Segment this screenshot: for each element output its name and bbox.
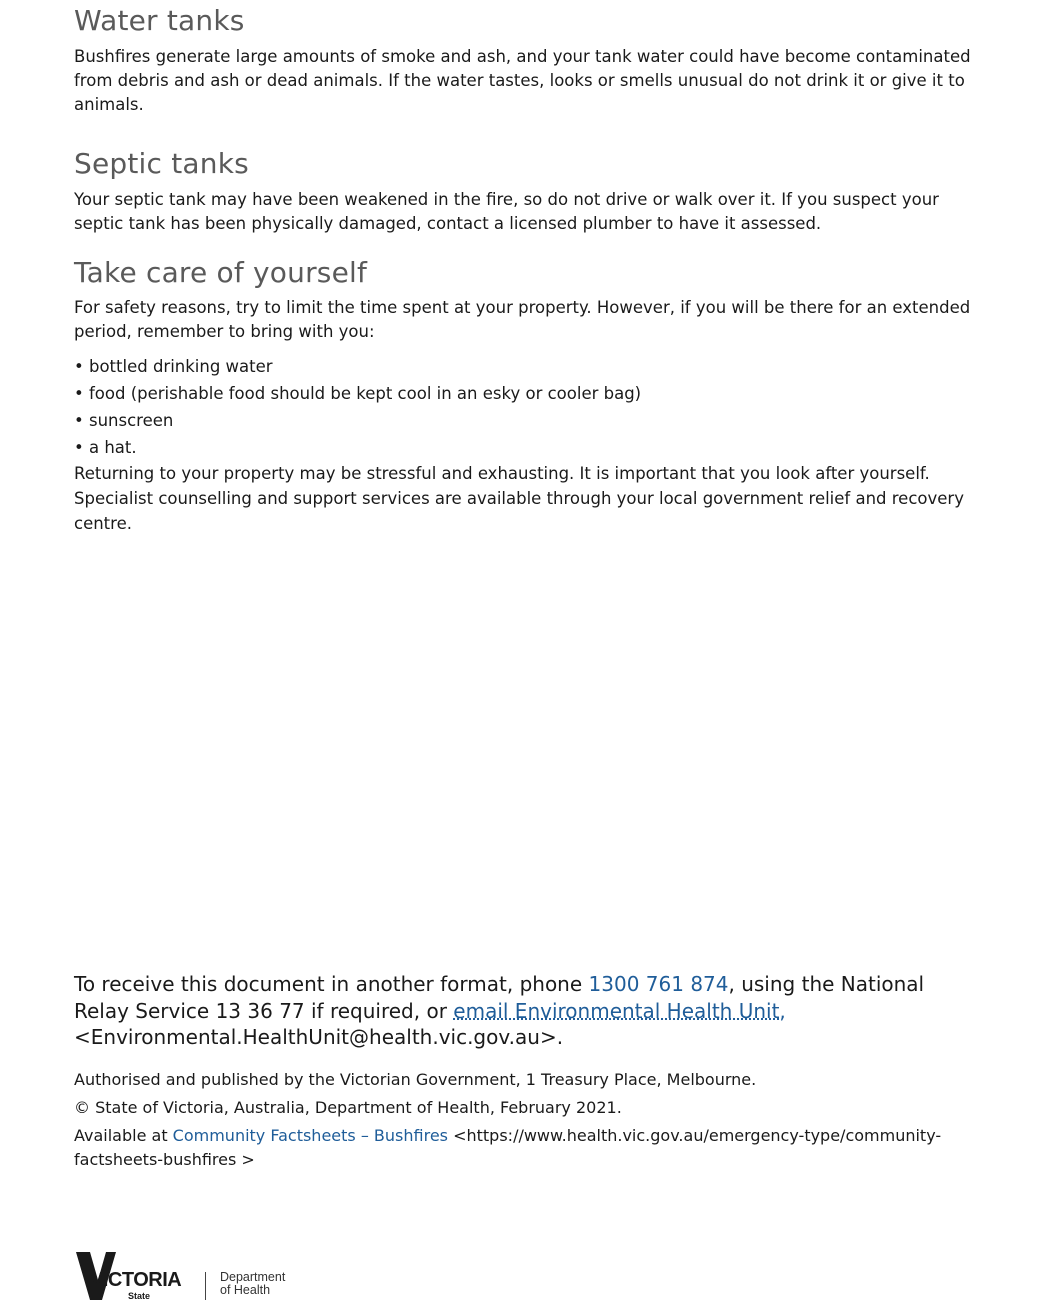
authorised-text: Authorised and published by the Victorian Government, 1 Treasury Place, Melbourne.: [74, 1070, 757, 1089]
phone-link[interactable]: 1300 761 874: [588, 972, 729, 996]
bring-list: [74, 353, 974, 461]
publication-info: [74, 1068, 974, 1176]
list-item: • bottled drinking water: [74, 353, 974, 380]
list-item: • sunscreen: [74, 407, 974, 434]
heading-take-care: Take care of yourself: [74, 256, 368, 289]
dept-line-2: of Health: [220, 1283, 271, 1297]
access-text-before: To receive this document in another format, phone: [74, 972, 589, 996]
dept-line-1: Department: [220, 1270, 286, 1284]
victoria-state-logo: [76, 1250, 196, 1300]
copyright-text: © State of Victoria, Australia, Department of Health, February 2021.: [74, 1098, 622, 1117]
heading-septic-tanks: Septic tanks: [74, 147, 249, 180]
available-prefix: Available at: [74, 1126, 173, 1145]
section-septic-tanks: [74, 147, 974, 236]
factsheets-link[interactable]: Community Factsheets – Bushfires: [172, 1126, 448, 1145]
department-name: [220, 1271, 285, 1297]
access-email-address: <Environmental.HealthUnit@health.vic.gov.au>.: [74, 1025, 564, 1049]
logo-text: VICTORIA: [90, 1269, 182, 1291]
footer-logo: [76, 1250, 316, 1300]
list-item: • a hat.: [74, 434, 974, 461]
available-at: [74, 1124, 974, 1172]
email-link[interactable]: email Environmental Health Unit,: [453, 998, 786, 1023]
logo-sub: State: [128, 1291, 151, 1301]
paragraph-septic-tanks: Your septic tank may have been weakened in the fire, so do not drive or walk over it. If you suspect your septic tank has been physically damaged, contact a licensed plumber to have it assessed.: [74, 190, 939, 233]
logo-divider: [205, 1272, 206, 1300]
available-url: <https://www.health.vic.gov.au/emergency-type/community-factsheets-bushfires >: [74, 1126, 942, 1169]
section-take-care: [74, 256, 974, 536]
accessibility-notice: [74, 971, 974, 1051]
paragraph-take-care-intro: For safety reasons, try to limit the time spent at your property. However, if you will be there for an extended period, remember to bring with you:: [74, 298, 971, 341]
section-water-tanks: [74, 4, 974, 117]
paragraph-take-care-outro: Returning to your property may be stressful and exhausting. It is important that you look after yourself. Specialist counselling and support services are available through your local government relief and recovery centre.: [74, 464, 964, 533]
list-item: • food (perishable food should be kept cool in an esky or cooler bag): [74, 380, 974, 407]
access-text-middle: , using the National Relay Service 13 36 77 if required, or: [74, 972, 925, 1023]
heading-water-tanks: Water tanks: [74, 4, 245, 37]
paragraph-water-tanks: Bushfires generate large amounts of smoke and ash, and your tank water could have become contaminated from debris and ash or dead animals. If the water tastes, looks or smells unusual do not drink it or give it to animals.: [74, 47, 971, 114]
